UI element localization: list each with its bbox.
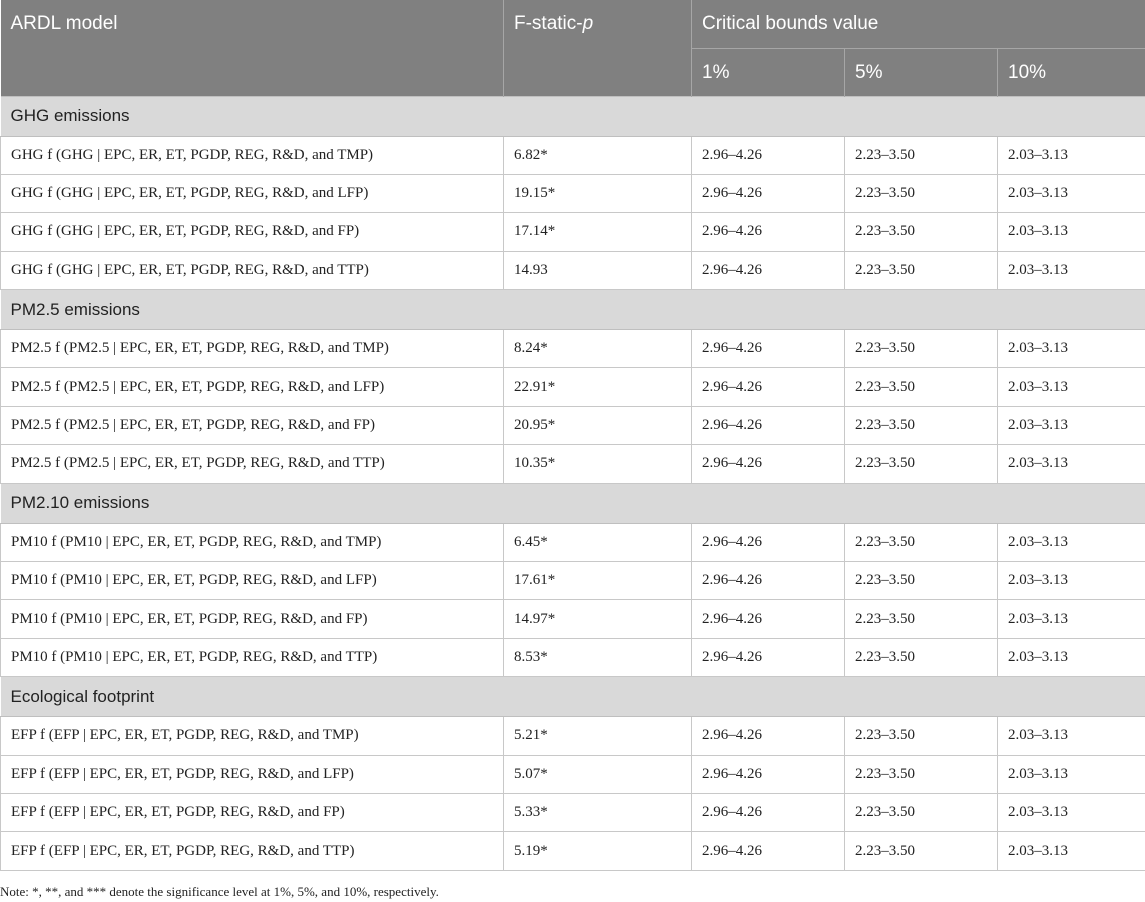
f-statistic-cell: 5.21*: [504, 717, 692, 755]
f-statistic-cell: 8.53*: [504, 638, 692, 676]
bound-10pct-cell: 2.03–3.13: [998, 600, 1145, 638]
bound-5pct-cell: 2.23–3.50: [845, 793, 998, 831]
model-cell: PM10 f (PM10 | EPC, ER, ET, PGDP, REG, R&D, and FP): [1, 600, 504, 638]
table-row: [1, 523, 1145, 561]
header-level-1pct: 1%: [692, 48, 845, 96]
table-row: [1, 406, 1145, 444]
table-body: [1, 96, 1145, 870]
header-level-5pct: 5%: [845, 48, 998, 96]
model-cell: PM2.5 f (PM2.5 | EPC, ER, ET, PGDP, REG, R&D, and TMP): [1, 330, 504, 368]
bound-5pct-cell: 2.23–3.50: [845, 174, 998, 212]
section-header: [1, 677, 1145, 717]
table-row: [1, 174, 1145, 212]
header-critical-bounds: Critical bounds value: [692, 0, 1145, 48]
bound-1pct-cell: 2.96–4.26: [692, 174, 845, 212]
bound-1pct-cell: 2.96–4.26: [692, 638, 845, 676]
model-cell: GHG f (GHG | EPC, ER, ET, PGDP, REG, R&D, and TTP): [1, 251, 504, 289]
model-cell: EFP f (EFP | EPC, ER, ET, PGDP, REG, R&D, and LFP): [1, 755, 504, 793]
bound-5pct-cell: 2.23–3.50: [845, 251, 998, 289]
section-title: Ecological footprint: [1, 677, 1145, 717]
model-cell: PM10 f (PM10 | EPC, ER, ET, PGDP, REG, R&D, and TTP): [1, 638, 504, 676]
bound-10pct-cell: 2.03–3.13: [998, 638, 1145, 676]
bound-10pct-cell: 2.03–3.13: [998, 368, 1145, 406]
bound-1pct-cell: 2.96–4.26: [692, 445, 845, 483]
header-level-10pct: 10%: [998, 48, 1145, 96]
bound-1pct-cell: 2.96–4.26: [692, 213, 845, 251]
bound-5pct-cell: 2.23–3.50: [845, 368, 998, 406]
bound-5pct-cell: 2.23–3.50: [845, 445, 998, 483]
bound-1pct-cell: 2.96–4.26: [692, 600, 845, 638]
table-header: [1, 0, 1145, 96]
section-header: [1, 483, 1145, 523]
f-statistic-cell: 14.97*: [504, 600, 692, 638]
bound-5pct-cell: 2.23–3.50: [845, 330, 998, 368]
section-header: [1, 96, 1145, 136]
table-note: Note: *, **, and *** denote the significance level at 1%, 5%, and 10%, respectively.: [0, 884, 439, 899]
f-statistic-cell: 22.91*: [504, 368, 692, 406]
bound-1pct-cell: 2.96–4.26: [692, 562, 845, 600]
section-header: [1, 290, 1145, 330]
header-ardl-model: ARDL model: [1, 0, 504, 96]
bound-1pct-cell: 2.96–4.26: [692, 251, 845, 289]
f-statistic-cell: 17.61*: [504, 562, 692, 600]
table-row: [1, 251, 1145, 289]
bound-10pct-cell: 2.03–3.13: [998, 562, 1145, 600]
table-row: [1, 445, 1145, 483]
table-row: [1, 136, 1145, 174]
table-row: [1, 562, 1145, 600]
model-cell: EFP f (EFP | EPC, ER, ET, PGDP, REG, R&D, and TMP): [1, 717, 504, 755]
f-statistic-cell: 10.35*: [504, 445, 692, 483]
bound-1pct-cell: 2.96–4.26: [692, 406, 845, 444]
bound-5pct-cell: 2.23–3.50: [845, 213, 998, 251]
bound-10pct-cell: 2.03–3.13: [998, 174, 1145, 212]
bound-10pct-cell: 2.03–3.13: [998, 251, 1145, 289]
bound-10pct-cell: 2.03–3.13: [998, 213, 1145, 251]
bound-1pct-cell: 2.96–4.26: [692, 717, 845, 755]
bound-10pct-cell: 2.03–3.13: [998, 832, 1145, 870]
section-title: PM2.10 emissions: [1, 483, 1145, 523]
f-statistic-cell: 5.19*: [504, 832, 692, 870]
bound-1pct-cell: 2.96–4.26: [692, 755, 845, 793]
bound-10pct-cell: 2.03–3.13: [998, 445, 1145, 483]
table-row: [1, 330, 1145, 368]
table-row: [1, 793, 1145, 831]
bound-5pct-cell: 2.23–3.50: [845, 600, 998, 638]
bound-10pct-cell: 2.03–3.13: [998, 330, 1145, 368]
bound-10pct-cell: 2.03–3.13: [998, 136, 1145, 174]
bound-1pct-cell: 2.96–4.26: [692, 330, 845, 368]
f-statistic-cell: 8.24*: [504, 330, 692, 368]
model-cell: EFP f (EFP | EPC, ER, ET, PGDP, REG, R&D, and TTP): [1, 832, 504, 870]
model-cell: PM10 f (PM10 | EPC, ER, ET, PGDP, REG, R&D, and TMP): [1, 523, 504, 561]
f-statistic-cell: 14.93: [504, 251, 692, 289]
table-row: [1, 717, 1145, 755]
table-row: [1, 213, 1145, 251]
model-cell: PM2.5 f (PM2.5 | EPC, ER, ET, PGDP, REG, R&D, and LFP): [1, 368, 504, 406]
bound-1pct-cell: 2.96–4.26: [692, 793, 845, 831]
f-statistic-cell: 17.14*: [504, 213, 692, 251]
table-row: [1, 638, 1145, 676]
model-cell: GHG f (GHG | EPC, ER, ET, PGDP, REG, R&D, and TMP): [1, 136, 504, 174]
f-statistic-cell: 19.15*: [504, 174, 692, 212]
f-statistic-cell: 6.45*: [504, 523, 692, 561]
bound-10pct-cell: 2.03–3.13: [998, 793, 1145, 831]
f-statistic-cell: 5.07*: [504, 755, 692, 793]
bound-5pct-cell: 2.23–3.50: [845, 638, 998, 676]
bound-10pct-cell: 2.03–3.13: [998, 406, 1145, 444]
bound-5pct-cell: 2.23–3.50: [845, 755, 998, 793]
bound-5pct-cell: 2.23–3.50: [845, 832, 998, 870]
model-cell: PM2.5 f (PM2.5 | EPC, ER, ET, PGDP, REG, R&D, and FP): [1, 406, 504, 444]
section-title: PM2.5 emissions: [1, 290, 1145, 330]
bound-5pct-cell: 2.23–3.50: [845, 523, 998, 561]
model-cell: GHG f (GHG | EPC, ER, ET, PGDP, REG, R&D, and LFP): [1, 174, 504, 212]
table-row: [1, 832, 1145, 870]
table-row: [1, 755, 1145, 793]
bound-5pct-cell: 2.23–3.50: [845, 136, 998, 174]
bound-1pct-cell: 2.96–4.26: [692, 523, 845, 561]
f-statistic-cell: 20.95*: [504, 406, 692, 444]
bound-1pct-cell: 2.96–4.26: [692, 832, 845, 870]
bound-5pct-cell: 2.23–3.50: [845, 406, 998, 444]
bound-1pct-cell: 2.96–4.26: [692, 136, 845, 174]
bound-10pct-cell: 2.03–3.13: [998, 755, 1145, 793]
f-statistic-cell: 6.82*: [504, 136, 692, 174]
model-cell: EFP f (EFP | EPC, ER, ET, PGDP, REG, R&D, and FP): [1, 793, 504, 831]
model-cell: GHG f (GHG | EPC, ER, ET, PGDP, REG, R&D, and FP): [1, 213, 504, 251]
model-cell: PM2.5 f (PM2.5 | EPC, ER, ET, PGDP, REG, R&D, and TTP): [1, 445, 504, 483]
bound-10pct-cell: 2.03–3.13: [998, 717, 1145, 755]
bound-5pct-cell: 2.23–3.50: [845, 717, 998, 755]
table-row: [1, 600, 1145, 638]
f-statistic-cell: 5.33*: [504, 793, 692, 831]
bound-5pct-cell: 2.23–3.50: [845, 562, 998, 600]
model-cell: PM10 f (PM10 | EPC, ER, ET, PGDP, REG, R&D, and LFP): [1, 562, 504, 600]
bound-1pct-cell: 2.96–4.26: [692, 368, 845, 406]
section-title: GHG emissions: [1, 96, 1145, 136]
bound-10pct-cell: 2.03–3.13: [998, 523, 1145, 561]
header-f-static: F-static-p: [504, 0, 692, 96]
table-row: [1, 368, 1145, 406]
